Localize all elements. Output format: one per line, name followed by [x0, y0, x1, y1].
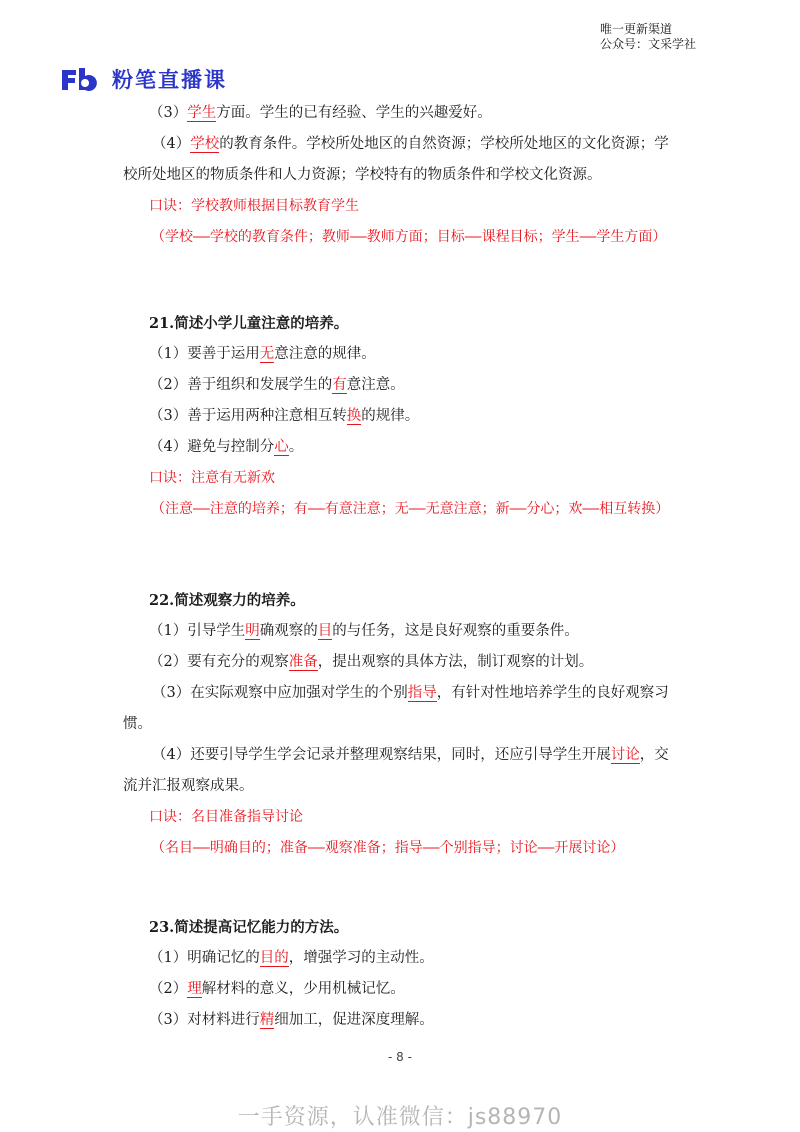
keyword: 心	[274, 439, 289, 455]
keyword: 学生	[187, 105, 217, 121]
keyword: 精	[259, 1012, 275, 1028]
question-21	[123, 308, 683, 525]
list-item: （4）还要引导学生学会记录并整理观察结果，同时，还应引导学生开展讨论，交流并汇报观察成果。	[123, 747, 669, 794]
watermark-line-1: 唯一更新渠道	[600, 22, 673, 36]
question-title: 23.简述提高记忆能力的方法。	[149, 919, 349, 936]
list-item: （2）善于组织和发展学生的有意注意。	[149, 377, 405, 393]
intro-section	[123, 98, 683, 253]
keyword: 讨论	[610, 747, 640, 763]
page-number: - 8 -	[388, 1050, 412, 1064]
bottom-watermark: 一手资源，认准微信：js88970	[237, 1105, 563, 1130]
keyword: 无	[259, 346, 275, 362]
keyword: 有	[332, 377, 347, 393]
watermark-line-2: 公众号：文采学社	[600, 37, 697, 51]
list-item: （3）对材料进行精细加工，促进深度理解。	[149, 1012, 434, 1028]
list-item: （3）在实际观察中应加强对学生的个别指导，有针对性地培养学生的良好观察习惯。	[123, 685, 669, 732]
list-item: （2）要有充分的观察准备，提出观察的具体方法，制订观察的计划。	[149, 654, 594, 670]
keyword: 换	[346, 408, 362, 424]
mnemonic-body: （注意——注意的培养；有——有意注意；无——无意注意；新——分心；欢——相互转换）	[151, 501, 670, 517]
intro-item-4: （4）学校的教育条件。学校所处地区的自然资源；学校所处地区的文化资源；学校所处地区的物质条件和人力资源；学校特有的物质条件和学校文化资源。	[123, 136, 669, 183]
list-item: （1）引导学生明确观察的目的与任务，这是良好观察的重要条件。	[149, 623, 579, 639]
question-22	[123, 585, 683, 864]
question-23	[123, 912, 683, 1036]
keyword: 目	[317, 623, 333, 639]
list-item: （2）理解材料的意义，少用机械记忆。	[149, 981, 405, 997]
list-item: （4）避免与控制分心。	[149, 439, 304, 455]
mnemonic-title: 口诀：学校教师根据目标教育学生	[149, 198, 359, 214]
keyword: 指导	[407, 685, 437, 701]
brand-logo	[60, 64, 227, 94]
keyword: 准备	[288, 654, 318, 670]
mnemonic-body: （名目——明确目的；准备——观察准备；指导——个别指导；讨论——开展讨论）	[151, 840, 625, 856]
brand-name: 粉笔直播课	[112, 68, 227, 92]
question-title: 21.简述小学儿童注意的培养。	[149, 315, 349, 332]
mnemonic-title: 口诀：注意有无新欢	[149, 470, 275, 486]
list-item: （1）要善于运用无意注意的规律。	[149, 346, 376, 362]
keyword: 明	[245, 623, 260, 639]
question-title: 22.简述观察力的培养。	[149, 592, 305, 609]
keyword: 目的	[259, 950, 289, 966]
mnemonic-title: 口诀：名目准备指导讨论	[149, 809, 303, 825]
mnemonic-body: （学校——学校的教育条件；教师——教师方面；目标——课程目标；学生——学生方面）	[151, 229, 667, 245]
top-watermark	[600, 22, 696, 52]
list-item: （3）善于运用两种注意相互转换的规律。	[149, 408, 420, 424]
list-item: （1）明确记忆的目的，增强学习的主动性。	[149, 950, 434, 966]
keyword: 理	[187, 981, 202, 997]
intro-item-3: （3）学生方面。学生的已有经验、学生的兴趣爱好。	[149, 105, 492, 121]
fb-logo-icon	[60, 66, 104, 92]
keyword: 学校	[190, 136, 220, 152]
